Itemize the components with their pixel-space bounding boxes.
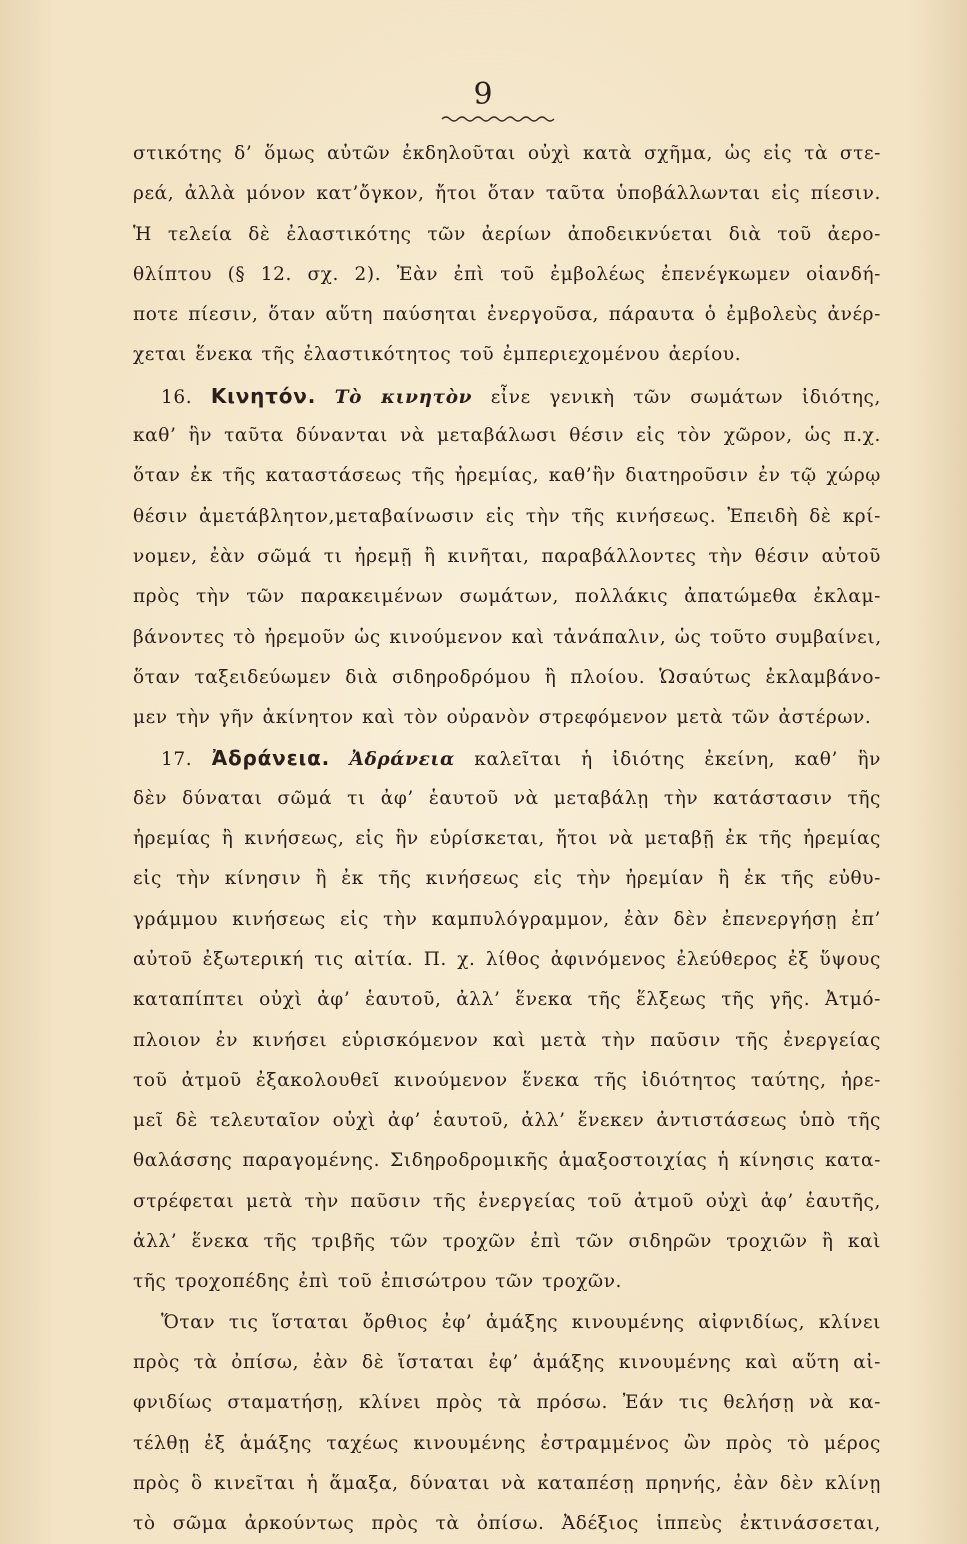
text-line: δὲν δύναται σῶμά τι ἀφ’ ἑαυτοῦ νὰ μεταβάλῃ τὴν κατάστασιν τῆς <box>133 787 881 809</box>
defined-term: Τὸ κινητὸν <box>334 386 473 408</box>
text-line: αὐτοῦ ἐξωτερική τις αἰτία. Π. χ. λίθος ἀφινόμενος ἐλεύθερος ἐξ ὕψους <box>133 948 881 970</box>
section-number: 17. <box>161 749 193 771</box>
text-line: μεῖ δὲ τελευταῖον οὐχὶ ἀφ’ ἑαυτοῦ, ἀλλ’ ἕνεκεν ἀντιστάσεως ὑπὸ τῆς <box>133 1110 881 1132</box>
text-line: εἶνε γενικὴ τῶν σωμάτων ἰδιότης, <box>490 386 882 408</box>
text-line: εἰς τὴν κίνησιν ἢ ἐκ τῆς κινήσεως εἰς τὴν ἠρεμίαν ἢ ἐκ τῆς εὐθυ- <box>133 868 881 890</box>
body-text <box>133 134 881 1544</box>
text-line: βάνοντες τὸ ἠρεμοῦν ὡς κινούμενον καὶ τἀνάπαλιν, ὡς τοῦτο συμβαίνει, <box>133 626 882 648</box>
text-line: τὸ σῶμα ἀρκούντως πρὸς τὰ ὀπίσω. Ἀδέξιος ἱππεὺς ἐκτινάσσεται, <box>133 1513 881 1535</box>
text-line: καταπίπτει οὐχὶ ἀφ’ ἑαυτοῦ, ἀλλ’ ἕνεκα τῆς ἕλξεως τῆς γῆς. Ἀτμό- <box>133 989 881 1011</box>
section-title: Ἀδράνεια. <box>211 746 331 771</box>
text-line: καλεῖται ἡ ἰδιότης ἐκείνη, καθ’ ἣν <box>474 749 881 771</box>
text-line: τοῦ ἀτμοῦ ἐξακολουθεῖ κινούμενον ἕνεκα τῆς ἰδιότητος ταύτης, ἠρε- <box>133 1069 881 1091</box>
section-number: 16. <box>161 386 193 408</box>
section-17-heading-line <box>133 738 881 778</box>
text-line: μεν τὴν γῆν ἀκίνητον καὶ τὸν οὐρανὸν στρεφόμενον μετὰ τῶν ἀστέρων. <box>133 707 872 729</box>
defined-term: Ἀδράνεια <box>349 749 455 771</box>
text-line: Ἡ τελεία δὲ ἐλαστικότης τῶν ἀερίων ἀποδεικνύεται διὰ τοῦ ἀερο- <box>133 223 881 245</box>
text-line: θλίπτου (§ 12. σχ. 2). Ἐὰν ἐπὶ τοῦ ἐμβολέως ἐπενέγκωμεν οἱανδή- <box>133 263 881 285</box>
text-line: πρὸς τὰ ὀπίσω, ἐὰν δὲ ἵσταται ἐφ’ ἁμάξης κινουμένης καὶ αὕτη αἰ- <box>133 1351 881 1373</box>
text-line: ὅταν ἐκ τῆς καταστάσεως τῆς ἠρεμίας, καθ’ἣν διατηροῦσιν ἐν τῷ χώρῳ <box>133 465 881 487</box>
text-line: τῆς τροχοπέδης ἐπὶ τοῦ ἐπισώτρου τῶν τροχῶν. <box>133 1271 623 1293</box>
text-line: φνιδίως σταματήσῃ, κλίνει πρὸς τὰ πρόσω. Ἐάν τις θελήσῃ νὰ κα- <box>133 1392 881 1414</box>
ornament-divider-icon <box>440 112 560 126</box>
text-line: ρεά, ἀλλὰ μόνον κατ’ὄγκον, ἤτοι ὅταν ταῦτα ὑποβάλλωνται εἰς πίεσιν. <box>133 183 881 205</box>
text-line: καθ’ ἣν ταῦτα δύνανται νὰ μεταβάλωσι θέσιν εἰς τὸν χῶρον, ὡς π.χ. <box>133 425 881 447</box>
text-line: γράμμου κινήσεως εἰς τὴν καμπυλόγραμμον, ἐὰν δὲν ἐπενεργήσῃ ἐπ’ <box>133 908 881 930</box>
text-line: στικότης δ’ ὅμως αὐτῶν ἐκδηλοῦται οὐχὶ κατὰ σχῆμα, ὡς εἰς τὰ στε- <box>133 143 881 164</box>
text-line: στρέφεται μετὰ τὴν παῦσιν τῆς ἐνεργείας τοῦ ἀτμοῦ οὐχὶ ἀφ’ ἑαυτῆς, <box>133 1190 881 1212</box>
text-line: πρὸς ὃ κινεῖται ἡ ἅμαξα, δύναται νὰ καταπέσῃ πρηνής, ἐὰν δὲν κλίνῃ <box>133 1472 881 1494</box>
text-line: νομεν, ἐὰν σῶμά τι ἠρεμῇ ἢ κινῆται, παραβάλλοντες τὴν θέσιν αὐτοῦ <box>133 545 881 567</box>
text-line: τέλθῃ ἐξ ἁμάξης ταχέως κινουμένης ἐστραμμένος ὢν πρὸς τὸ μέρος <box>133 1432 881 1454</box>
text-line: θέσιν ἀμετάβλητον,μεταβαίνωσιν εἰς τὴν τῆς κινήσεως. Ἐπειδὴ δὲ κρί- <box>133 505 881 527</box>
section-title: Κινητόν. <box>210 383 317 408</box>
text-line: ἠρεμίας ἢ κινήσεως, εἰς ἣν εὑρίσκεται, ἤτοι νὰ μεταβῇ ἐκ τῆς ἠρεμίας <box>133 828 881 850</box>
text-line: χεται ἕνεκα τῆς ἐλαστικότητος τοῦ ἐμπεριεχομένου ἀερίου. <box>133 344 742 366</box>
text-line: πλοιον ἐν κινήσει εὑρισκόμενον καὶ μετὰ τὴν παῦσιν τῆς ἐνεργείας <box>133 1029 881 1051</box>
text-line: πρὸς τὴν τῶν παρακειμένων σωμάτων, πολλάκις ἀπατώμεθα ἐκλαμ- <box>133 586 881 608</box>
text-line: ποτε πίεσιν, ὅταν αὕτη παύσηται ἐνεργοῦσα, πάραυτα ὁ ἐμβολεὺς ἀνέρ- <box>133 304 881 326</box>
section-16-heading-line <box>133 376 881 416</box>
text-line: Ὅταν τις ἵσταται ὄρθιος ἐφ’ ἁμάξης κινουμένης αἰφνιδίως, κλίνει <box>161 1311 881 1333</box>
text-line: ὅταν ταξειδεύωμεν διὰ σιδηροδρόμου ἢ πλοίου. Ὡσαύτως ἐκλαμβάνο- <box>133 666 881 688</box>
text-line: θαλάσσης παραγομένης. Σιδηροδρομικῆς ἁμαξοστοιχίας ἡ κίνησις κατα- <box>133 1150 881 1172</box>
text-line: ἀλλ’ ἕνεκα τῆς τριβῆς τῶν τροχῶν ἐπὶ τῶν σιδηρῶν τροχιῶν ἢ καὶ <box>133 1231 881 1253</box>
page-number: 9 <box>473 77 494 112</box>
